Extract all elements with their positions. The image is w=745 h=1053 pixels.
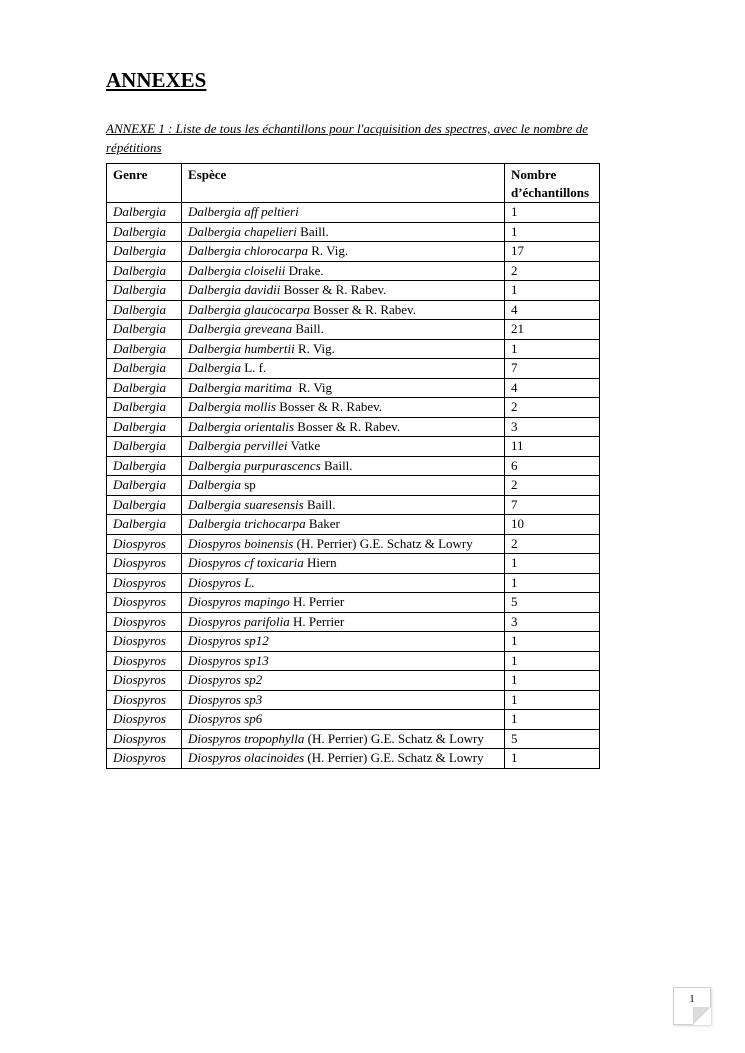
cell-genre: Dalbergia <box>107 300 182 320</box>
cell-genre: Dalbergia <box>107 515 182 535</box>
cell-espece <box>182 320 505 340</box>
cell-genre: Diospyros <box>107 612 182 632</box>
table-row <box>107 476 600 496</box>
cell-espece <box>182 339 505 359</box>
cell-genre: Dalbergia <box>107 378 182 398</box>
species-authority: Bosser & R. Rabev. <box>280 282 387 297</box>
species-authority: R. Vig <box>291 379 333 395</box>
cell-count: 1 <box>505 671 600 691</box>
table-caption: ANNEXE 1 : Liste de tous les échantillons pour l'acquisition des spectres, avec le nombre de répétitions <box>106 121 589 155</box>
species-name: Diospyros olacinoides <box>188 750 305 765</box>
table-body <box>107 203 600 769</box>
cell-genre: Dalbergia <box>107 339 182 359</box>
cell-espece <box>182 534 505 554</box>
species-name: Diospyros mapingo <box>188 594 290 609</box>
table-row <box>107 300 600 320</box>
cell-count: 1 <box>505 203 600 223</box>
cell-espece <box>182 729 505 749</box>
cell-genre: Diospyros <box>107 729 182 749</box>
species-name: Dalbergia trichocarpa <box>188 516 306 531</box>
table-row <box>107 749 600 769</box>
cell-espece <box>182 515 505 535</box>
cell-genre: Diospyros <box>107 690 182 710</box>
table-row <box>107 651 600 671</box>
cell-count: 1 <box>505 632 600 652</box>
species-name: Diospyros cf toxicaria <box>188 555 304 570</box>
species-authority: Baill. <box>296 223 329 239</box>
cell-count: 1 <box>505 710 600 730</box>
cell-count: 21 <box>505 320 600 340</box>
cell-espece <box>182 398 505 418</box>
species-name: Dalbergia aff peltieri <box>188 204 299 219</box>
species-authority: (H. Perrier) G.E. Schatz & Lowry <box>304 730 484 746</box>
cell-espece <box>182 203 505 223</box>
cell-genre: Dalbergia <box>107 242 182 262</box>
page-fold-corner <box>693 1007 711 1025</box>
cell-count: 4 <box>505 378 600 398</box>
cell-count: 3 <box>505 612 600 632</box>
species-name: Dalbergia orientalis <box>188 418 295 434</box>
cell-espece <box>182 281 505 301</box>
table-row <box>107 515 600 535</box>
cell-genre: Diospyros <box>107 749 182 769</box>
cell-espece <box>182 554 505 574</box>
cell-genre: Dalbergia <box>107 417 182 437</box>
table-header-row <box>107 164 600 203</box>
species-authority: H. Perrier <box>289 594 345 609</box>
species-authority: L. f. <box>240 360 267 375</box>
species-name: Dalbergia greveana <box>188 321 293 336</box>
cell-espece <box>182 261 505 281</box>
cell-count: 5 <box>505 729 600 749</box>
cell-genre: Dalbergia <box>107 261 182 281</box>
cell-genre: Dalbergia <box>107 203 182 223</box>
cell-genre: Dalbergia <box>107 222 182 242</box>
cell-espece <box>182 495 505 515</box>
cell-genre: Dalbergia <box>107 476 182 496</box>
table-row <box>107 398 600 418</box>
cell-espece <box>182 573 505 593</box>
species-name: Diospyros sp6 <box>188 711 263 726</box>
cell-espece <box>182 417 505 437</box>
species-authority: (H. Perrier) G.E. Schatz & Lowry <box>304 750 484 765</box>
species-name: Dalbergia humbertii <box>188 340 295 356</box>
species-name: Diospyros tropophylla <box>188 730 305 746</box>
cell-espece <box>182 710 505 730</box>
header-genre: Genre <box>107 164 182 203</box>
header-espece: Espèce <box>182 164 505 203</box>
cell-espece <box>182 300 505 320</box>
table-row <box>107 573 600 593</box>
species-authority: Bosser & R. Rabev. <box>309 301 416 317</box>
cell-genre: Dalbergia <box>107 398 182 418</box>
cell-count: 1 <box>505 749 600 769</box>
species-name: Dalbergia maritima <box>188 379 292 395</box>
table-row <box>107 222 600 242</box>
header-nombre: Nombre d’échantillons <box>505 164 600 203</box>
species-authority: Baill. <box>320 457 353 473</box>
cell-espece <box>182 651 505 671</box>
cell-count: 7 <box>505 359 600 379</box>
cell-genre: Diospyros <box>107 632 182 652</box>
table-row <box>107 456 600 476</box>
table-row <box>107 281 600 301</box>
cell-count: 1 <box>505 339 600 359</box>
cell-genre: Dalbergia <box>107 456 182 476</box>
species-authority: Baill. <box>292 321 324 336</box>
species-authority: Bosser & R. Rabev. <box>294 418 401 434</box>
species-name: Dalbergia suaresensis <box>188 496 304 512</box>
cell-espece <box>182 359 505 379</box>
species-authority: H. Perrier <box>289 613 345 629</box>
cell-count: 10 <box>505 515 600 535</box>
cell-count: 2 <box>505 398 600 418</box>
species-name: Dalbergia mollis <box>188 399 276 414</box>
cell-genre: Diospyros <box>107 651 182 671</box>
cell-espece <box>182 593 505 613</box>
cell-espece <box>182 690 505 710</box>
species-authority: Hiern <box>303 555 337 570</box>
cell-genre: Diospyros <box>107 671 182 691</box>
cell-espece <box>182 437 505 457</box>
cell-genre: Dalbergia <box>107 495 182 515</box>
cell-count: 1 <box>505 573 600 593</box>
species-name: Dalbergia purpurascencs <box>188 457 321 473</box>
cell-genre: Dalbergia <box>107 281 182 301</box>
table-row <box>107 242 600 262</box>
cell-count: 11 <box>505 437 600 457</box>
cell-count: 1 <box>505 651 600 671</box>
table-row <box>107 378 600 398</box>
species-name: Dalbergia <box>188 477 241 492</box>
cell-count: 2 <box>505 534 600 554</box>
table-row <box>107 671 600 691</box>
cell-genre: Diospyros <box>107 554 182 574</box>
table-row <box>107 437 600 457</box>
cell-count: 3 <box>505 417 600 437</box>
species-authority: R. Vig. <box>308 243 349 258</box>
table-row <box>107 632 600 652</box>
species-name: Diospyros sp12 <box>188 633 269 648</box>
cell-count: 2 <box>505 261 600 281</box>
cell-espece <box>182 456 505 476</box>
cell-espece <box>182 476 505 496</box>
species-authority: sp <box>240 477 256 492</box>
cell-genre: Diospyros <box>107 593 182 613</box>
table-row <box>107 203 600 223</box>
cell-count: 1 <box>505 222 600 242</box>
table-row <box>107 554 600 574</box>
species-authority: (H. Perrier) G.E. Schatz & Lowry <box>293 535 473 551</box>
table-row <box>107 495 600 515</box>
cell-count: 6 <box>505 456 600 476</box>
cell-genre: Dalbergia <box>107 320 182 340</box>
cell-count: 2 <box>505 476 600 496</box>
cell-count: 1 <box>505 554 600 574</box>
species-authority: R. Vig. <box>294 340 335 356</box>
cell-espece <box>182 612 505 632</box>
species-name: Dalbergia pervillei <box>188 438 288 453</box>
table-row <box>107 261 600 281</box>
cell-espece <box>182 632 505 652</box>
species-authority: Baill. <box>303 496 336 512</box>
cell-count: 17 <box>505 242 600 262</box>
cell-genre: Diospyros <box>107 573 182 593</box>
species-name: Diospyros sp2 <box>188 672 263 687</box>
species-authority: Bosser & R. Rabev. <box>276 399 383 414</box>
cell-espece <box>182 378 505 398</box>
table-row <box>107 690 600 710</box>
species-table <box>106 163 600 769</box>
species-name: Diospyros parifolia <box>188 613 290 629</box>
cell-genre: Dalbergia <box>107 437 182 457</box>
cell-espece <box>182 222 505 242</box>
species-name: Diospyros boinensis <box>188 535 294 551</box>
cell-count: 1 <box>505 690 600 710</box>
cell-count: 1 <box>505 281 600 301</box>
page-number: 1 <box>689 993 695 1005</box>
table-row <box>107 612 600 632</box>
cell-espece <box>182 242 505 262</box>
table-row <box>107 320 600 340</box>
species-name: Diospyros sp13 <box>188 652 269 668</box>
table-row <box>107 359 600 379</box>
species-name: Diospyros L. <box>188 574 255 590</box>
species-authority: Vatke <box>287 438 321 453</box>
cell-genre: Dalbergia <box>107 359 182 379</box>
species-authority: Baker <box>305 516 340 531</box>
species-name: Dalbergia davidii <box>188 282 281 297</box>
page-title: ANNEXES <box>106 68 207 92</box>
species-name: Dalbergia glaucocarpa <box>188 301 310 317</box>
table-row <box>107 534 600 554</box>
table-row <box>107 417 600 437</box>
table-row <box>107 339 600 359</box>
cell-count: 5 <box>505 593 600 613</box>
cell-genre: Diospyros <box>107 710 182 730</box>
species-authority: Drake. <box>285 262 324 278</box>
cell-count: 4 <box>505 300 600 320</box>
cell-espece <box>182 671 505 691</box>
table-row <box>107 593 600 613</box>
cell-espece <box>182 749 505 769</box>
cell-genre: Diospyros <box>107 534 182 554</box>
table-row <box>107 729 600 749</box>
species-name: Dalbergia chapelieri <box>188 223 297 239</box>
species-name: Dalbergia cloiselii <box>188 262 286 278</box>
species-name: Diospyros sp3 <box>188 691 263 707</box>
cell-count: 7 <box>505 495 600 515</box>
page-number-box <box>673 987 711 1025</box>
table-row <box>107 710 600 730</box>
species-name: Dalbergia chlorocarpa <box>188 243 308 258</box>
species-name: Dalbergia <box>188 360 241 375</box>
